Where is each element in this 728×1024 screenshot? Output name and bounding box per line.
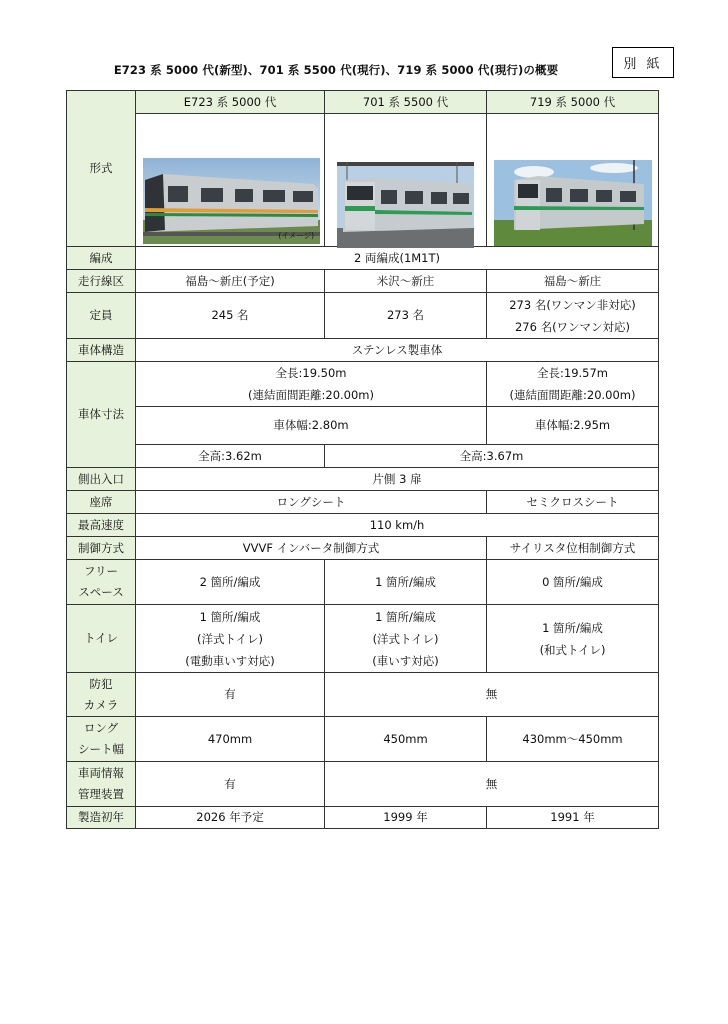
capacity-719 xyxy=(487,293,659,339)
toilet-line: (和式トイレ) xyxy=(539,642,606,657)
row-label-line: 防犯 xyxy=(89,676,113,691)
row-label-section: 走行線区 xyxy=(67,270,136,293)
column-header-e723: E723 系 5000 代 xyxy=(136,91,325,114)
table-row xyxy=(67,491,659,514)
capacity-719-line: 276 名(ワンマン対応) xyxy=(514,319,631,334)
table-row xyxy=(67,247,659,270)
capacity-701: 273 名 xyxy=(325,293,487,339)
height-701-719: 全高:3.67m xyxy=(325,445,659,468)
row-label-formation: 編成 xyxy=(67,247,136,270)
camera-701-719: 無 xyxy=(325,673,659,717)
table-row xyxy=(67,807,659,829)
table-row xyxy=(67,560,659,605)
year-e723: 2026 年予定 xyxy=(136,807,325,829)
toilet-line: (電動車いす対応) xyxy=(185,653,275,668)
photo-caption: (イメージ) xyxy=(278,230,315,240)
length-text: 全長:19.50m xyxy=(275,366,347,380)
column-header-701: 701 系 5500 代 xyxy=(325,91,487,114)
seats-e723-701: ロングシート xyxy=(136,491,487,514)
body-value: ステンレス製車体 xyxy=(136,339,659,362)
table-row xyxy=(67,445,659,468)
row-label-model: 形式 xyxy=(67,91,136,247)
document-title: E723 系 5000 代(新型)、701 系 5500 代(現行)、719 系 5000 代(現行)の概要 xyxy=(113,63,559,77)
seat-width-e723: 470mm xyxy=(136,717,325,762)
train-photo-701 xyxy=(337,162,474,248)
control-719: サイリスタ位相制御方式 xyxy=(487,537,659,560)
section-701: 米沢～新庄 xyxy=(325,270,487,293)
toilet-line: (洋式トイレ) xyxy=(372,631,439,646)
table-row xyxy=(67,407,659,445)
row-label-seat-width xyxy=(67,717,136,762)
table-row xyxy=(67,537,659,560)
seat-width-719: 430mm～450mm xyxy=(487,717,659,762)
column-header-719: 719 系 5000 代 xyxy=(487,91,659,114)
length-719 xyxy=(487,362,659,407)
row-label-line: 車両情報 xyxy=(78,766,124,781)
row-label-line: カメラ xyxy=(83,697,119,712)
table-row xyxy=(67,717,659,762)
year-701: 1999 年 xyxy=(325,807,487,829)
row-label-free-space xyxy=(67,560,136,605)
row-label-camera xyxy=(67,673,136,717)
row-label-year: 製造初年 xyxy=(67,807,136,829)
row-label-capacity: 定員 xyxy=(67,293,136,339)
width-e723-701: 車体幅:2.80m xyxy=(136,407,487,445)
table-row xyxy=(67,91,659,114)
capacity-719-line: 273 名(ワンマン非対応) xyxy=(509,297,636,312)
row-label-control: 制御方式 xyxy=(67,537,136,560)
toilet-701 xyxy=(325,605,487,673)
photo-cell-e723 xyxy=(136,114,325,247)
toilet-line: (車いす対応) xyxy=(372,653,439,668)
section-719: 福島～新庄 xyxy=(487,270,659,293)
row-label-line: シート幅 xyxy=(78,742,124,756)
row-label-seats: 座席 xyxy=(67,491,136,514)
toilet-line: 1 箇所/編成 xyxy=(375,609,436,624)
free-space-719: 0 箇所/編成 xyxy=(487,560,659,605)
row-label-info-system xyxy=(67,762,136,807)
info-system-e723: 有 xyxy=(136,762,325,807)
attachment-label: 別 紙 xyxy=(612,47,674,78)
table-row xyxy=(67,673,659,717)
free-space-701: 1 箇所/編成 xyxy=(325,560,487,605)
row-label-speed: 最高速度 xyxy=(67,514,136,537)
table-row xyxy=(67,362,659,407)
section-e723: 福島～新庄(予定) xyxy=(136,270,325,293)
toilet-e723 xyxy=(136,605,325,673)
table-row xyxy=(67,605,659,673)
length-text: 全長:19.57m xyxy=(537,366,609,380)
train-photo-719 xyxy=(494,160,652,246)
width-719: 車体幅:2.95m xyxy=(487,407,659,445)
year-719: 1991 年 xyxy=(487,807,659,829)
row-label-dimensions: 車体寸法 xyxy=(67,362,136,468)
row-label-line: 管理装置 xyxy=(78,787,124,801)
table-row xyxy=(67,114,659,247)
row-label-line: ロング xyxy=(83,721,119,736)
row-label-line: フリー xyxy=(83,564,119,579)
table-row xyxy=(67,270,659,293)
table-row xyxy=(67,762,659,807)
info-system-701-719: 無 xyxy=(325,762,659,807)
spec-table xyxy=(66,90,659,829)
seats-719: セミクロスシート xyxy=(487,491,659,514)
length-e723-701 xyxy=(136,362,487,407)
table-row xyxy=(67,468,659,491)
doors-value: 片側 3 扉 xyxy=(136,468,659,491)
capacity-e723: 245 名 xyxy=(136,293,325,339)
speed-value: 110 km/h xyxy=(136,514,659,537)
coupling-distance-text: (連結面間距離:20.00m) xyxy=(248,388,374,402)
table-row xyxy=(67,339,659,362)
row-label-line: スペース xyxy=(78,585,124,599)
toilet-line: 1 箇所/編成 xyxy=(199,609,261,624)
height-e723: 全高:3.62m xyxy=(136,445,325,468)
row-label-toilet: トイレ xyxy=(67,605,136,673)
control-e723-701: VVVF インバータ制御方式 xyxy=(136,537,487,560)
photo-cell-719 xyxy=(487,114,659,247)
free-space-e723: 2 箇所/編成 xyxy=(136,560,325,605)
table-row xyxy=(67,293,659,339)
camera-e723: 有 xyxy=(136,673,325,717)
row-label-body: 車体構造 xyxy=(67,339,136,362)
coupling-distance-text: (連結面間距離:20.00m) xyxy=(509,388,636,402)
toilet-line: 1 箇所/編成 xyxy=(542,620,603,635)
table-row xyxy=(67,514,659,537)
formation-value: 2 両編成(1M1T) xyxy=(136,247,659,270)
photo-cell-701 xyxy=(325,114,487,247)
row-label-doors: 側出入口 xyxy=(67,468,136,491)
seat-width-701: 450mm xyxy=(325,717,487,762)
toilet-719 xyxy=(487,605,659,673)
toilet-line: (洋式トイレ) xyxy=(197,631,263,646)
